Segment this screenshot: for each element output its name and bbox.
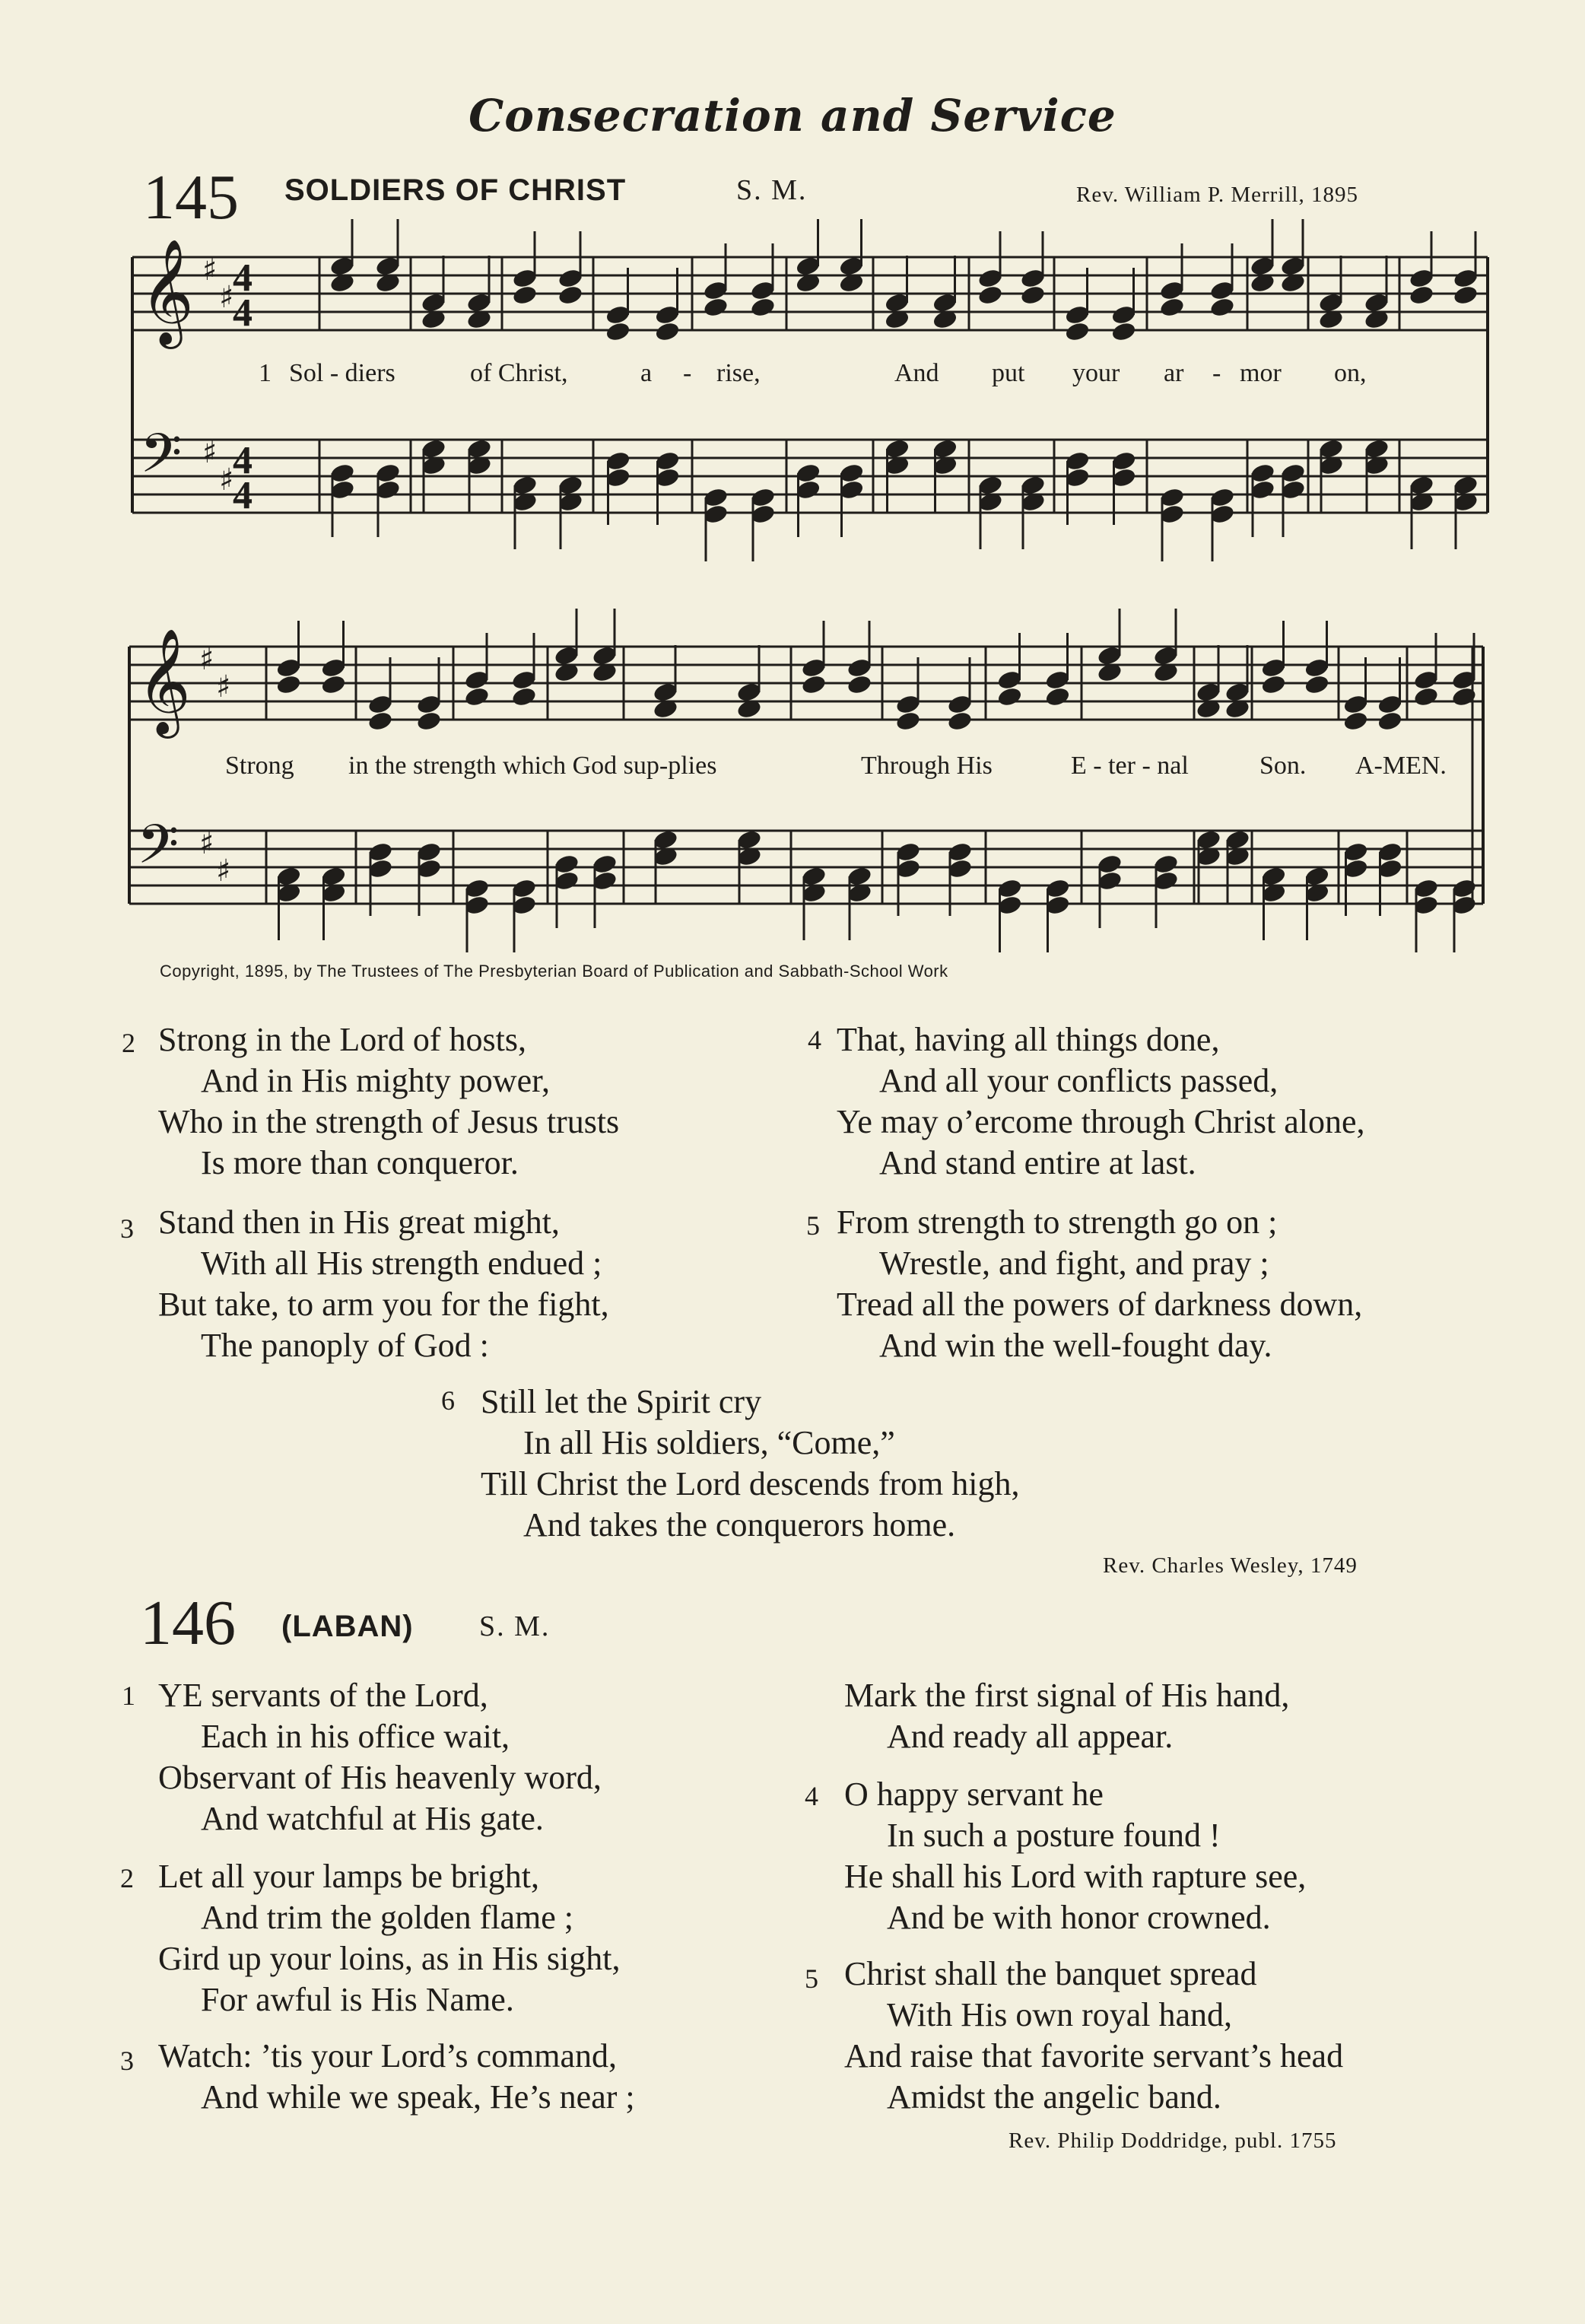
note-head (1044, 685, 1071, 707)
note-head (996, 685, 1023, 707)
note-head (977, 284, 1003, 306)
stanza-line: O happy servant he (844, 1776, 1104, 1813)
note-head (605, 320, 631, 342)
stanza-line: And raise that favorite servant’s head (844, 2037, 1344, 2074)
lyric-syllable: - (683, 359, 692, 387)
stanza-145-4 (837, 1019, 1365, 1184)
note-head (367, 710, 393, 732)
stanza-line: Let all your lamps be bright, (158, 1858, 539, 1895)
sharp-icon: ♯ (216, 854, 231, 889)
meter-146: S. M. (479, 1610, 551, 1642)
author-credit-146: Rev. Philip Doddridge, publ. 1755 (1008, 2128, 1337, 2153)
sharp-icon: ♯ (199, 826, 214, 861)
stanza-145-3 (158, 1202, 609, 1366)
stanza-146-3 (158, 2036, 635, 2118)
lyric-syllable: E - ter - nal (1071, 752, 1189, 780)
stanza-line: Observant of His heavenly word, (158, 1759, 602, 1796)
note-head (1260, 673, 1287, 695)
author-credit-145: Rev. Charles Wesley, 1749 (1103, 1553, 1358, 1578)
stanza-line: The panoply of God : (201, 1327, 489, 1364)
stanza-line: Still let the Spirit cry (481, 1383, 762, 1420)
stanza-line: Tread all the powers of darkness down, (837, 1286, 1363, 1323)
time-signature: 4 (233, 291, 253, 335)
note-head (1064, 320, 1091, 342)
note-head (894, 710, 921, 732)
note-head (654, 320, 681, 342)
note-head (557, 284, 583, 306)
lyric-syllable: ar (1164, 359, 1184, 387)
stanza-146-4 (844, 1774, 1306, 1938)
note-head (1110, 320, 1137, 342)
stanza-line: And be with honor crowned. (887, 1899, 1271, 1936)
note-head (1019, 284, 1046, 306)
lyric-syllable: of Christ, (470, 359, 568, 387)
note-head (1209, 296, 1235, 318)
treble-clef-icon: 𝄞 (137, 628, 191, 734)
meter-145: S. M. (736, 174, 808, 206)
lyric-syllable: put (992, 359, 1025, 387)
lyric-syllable: Strong (225, 752, 294, 780)
note-head (320, 673, 347, 695)
lyric-syllable: Through His (861, 752, 993, 780)
note-head (1452, 284, 1479, 306)
stanza-line: From strength to strength go on ; (837, 1203, 1278, 1241)
stanza-145-6 (481, 1381, 1019, 1546)
stanza-146-2 (158, 1856, 620, 2020)
stanza-line: Watch: ’tis your Lord’s command, (158, 2037, 617, 2074)
note-head (749, 296, 776, 318)
note-head (1158, 296, 1185, 318)
stanza-number: 5 (805, 1963, 818, 1994)
bass-clef-icon: 𝄢 (137, 813, 179, 889)
stanza-line: In all His soldiers, “Come,” (523, 1424, 895, 1461)
composer-credit-145: Rev. William P. Merrill, 1895 (1076, 183, 1358, 207)
stanza-line: And win the well-fought day. (879, 1327, 1272, 1364)
stanza-line: And stand entire at last. (879, 1144, 1196, 1181)
lyric-syllable: A-MEN. (1355, 752, 1447, 780)
stanza-line: Stand then in His great might, (158, 1203, 560, 1241)
lyrics-line-1 (0, 359, 1585, 393)
stanza-line: Till Christ the Lord descends from high, (481, 1465, 1020, 1502)
stanza-number: 4 (808, 1025, 821, 1055)
stanza-line: And in His mighty power, (201, 1062, 550, 1099)
stanza-line: Strong in the Lord of hosts, (158, 1021, 526, 1058)
stanza-line: Gird up your loins, as in His sight, (158, 1940, 621, 1977)
stanza-line: With His own royal hand, (887, 1996, 1233, 2033)
tune-name-145: SOLDIERS OF CHRIST (284, 173, 627, 207)
lyric-syllable: your (1072, 359, 1120, 387)
stanza-146-3-continued (844, 1675, 1289, 1757)
stanza-number: 6 (441, 1385, 455, 1416)
stanza-number: 3 (120, 2046, 134, 2076)
hymn-number-146: 146 (140, 1588, 236, 1658)
stanza-number: 2 (120, 1863, 134, 1893)
bass-clef-icon: 𝄢 (140, 422, 183, 498)
copyright-notice: Copyright, 1895, by The Trustees of The Presbyterian Board of Publication and Sabbath-School Work (160, 962, 948, 981)
lyric-syllable: Sol - diers (289, 359, 395, 387)
tune-name-146: (LABAN) (281, 1610, 414, 1643)
note-head (702, 296, 729, 318)
stanza-line: With all His strength endued ; (201, 1245, 602, 1282)
stanza-line: For awful is His Name. (201, 1981, 514, 2018)
stanza-number: 4 (805, 1781, 818, 1811)
stanza-146-5 (844, 1954, 1343, 2118)
lyric-syllable: a (640, 359, 653, 387)
time-signature: 4 (233, 439, 253, 482)
stanza-line: Ye may o’ercome through Christ alone, (837, 1103, 1365, 1140)
stanza-line: Each in his office wait, (201, 1718, 510, 1755)
sharp-icon: ♯ (216, 669, 231, 704)
sharp-icon: ♯ (199, 642, 214, 677)
note-head (275, 673, 302, 695)
stanza-line: And trim the golden flame ; (201, 1899, 573, 1936)
stanza-line: Amidst the angelic band. (887, 2078, 1221, 2116)
note-head (415, 710, 442, 732)
lyric-syllable: rise, (716, 359, 761, 387)
stanza-line: YE servants of the Lord, (158, 1677, 488, 1714)
sharp-icon: ♯ (219, 280, 234, 315)
stanza-line: He shall his Lord with rapture see, (844, 1858, 1307, 1895)
stanza-line: And takes the conquerors home. (523, 1506, 956, 1544)
lyric-syllable: And (894, 359, 939, 387)
lyric-syllable: Son. (1259, 752, 1307, 780)
lyric-syllable: in the strength which God sup-plies (348, 752, 717, 780)
stanza-line: But take, to arm you for the fight, (158, 1286, 609, 1323)
stanza-number: 5 (806, 1210, 820, 1241)
lyric-syllable: mor (1240, 359, 1282, 387)
stanza-number: 2 (122, 1028, 135, 1058)
note-head (1304, 673, 1330, 695)
music-score (0, 0, 1585, 959)
note-head (1408, 284, 1434, 306)
stanza-line: Wrestle, and fight, and pray ; (879, 1245, 1269, 1282)
sharp-icon: ♯ (219, 463, 234, 498)
lyric-syllable: - (1212, 359, 1221, 387)
time-signature: 4 (233, 256, 253, 300)
note-head (511, 284, 538, 306)
stanza-number: 3 (120, 1213, 134, 1244)
time-signature: 4 (233, 474, 253, 517)
sharp-icon: ♯ (202, 435, 218, 470)
note-head (1412, 685, 1439, 707)
page-heading: Consecration and Service (469, 90, 1116, 141)
stanza-line: And watchful at His gate. (201, 1800, 544, 1837)
stanza-line: Is more than conqueror. (201, 1144, 519, 1181)
note-head (846, 673, 872, 695)
stanza-line: And all your conflicts passed, (879, 1062, 1278, 1099)
hymn-number-145: 145 (143, 162, 239, 233)
note-head (946, 710, 973, 732)
stanza-line: Who in the strength of Jesus trusts (158, 1103, 620, 1140)
treble-clef-icon: 𝄞 (140, 239, 194, 345)
stanza-number: 1 (122, 1680, 135, 1711)
stanza-line: And ready all appear. (887, 1718, 1174, 1755)
stanza-145-5 (837, 1202, 1362, 1366)
lyric-syllable: 1 (259, 359, 272, 387)
note-head (1342, 710, 1369, 732)
stanza-line: In such a posture found ! (887, 1817, 1221, 1854)
stanza-line: Mark the first signal of His hand, (844, 1677, 1290, 1714)
stanza-146-1 (158, 1675, 602, 1839)
sharp-icon: ♯ (202, 253, 218, 288)
stanza-line: Christ shall the banquet spread (844, 1955, 1257, 1992)
stanza-line: And while we speak, He’s near ; (201, 2078, 635, 2116)
note-head (1377, 710, 1403, 732)
stanza-line: That, having all things done, (837, 1021, 1220, 1058)
lyric-syllable: on, (1334, 359, 1367, 387)
stanza-145-2 (158, 1019, 619, 1184)
note-head (800, 673, 827, 695)
lyrics-line-2 (0, 752, 1585, 785)
note-head (510, 685, 537, 707)
note-head (463, 685, 490, 707)
